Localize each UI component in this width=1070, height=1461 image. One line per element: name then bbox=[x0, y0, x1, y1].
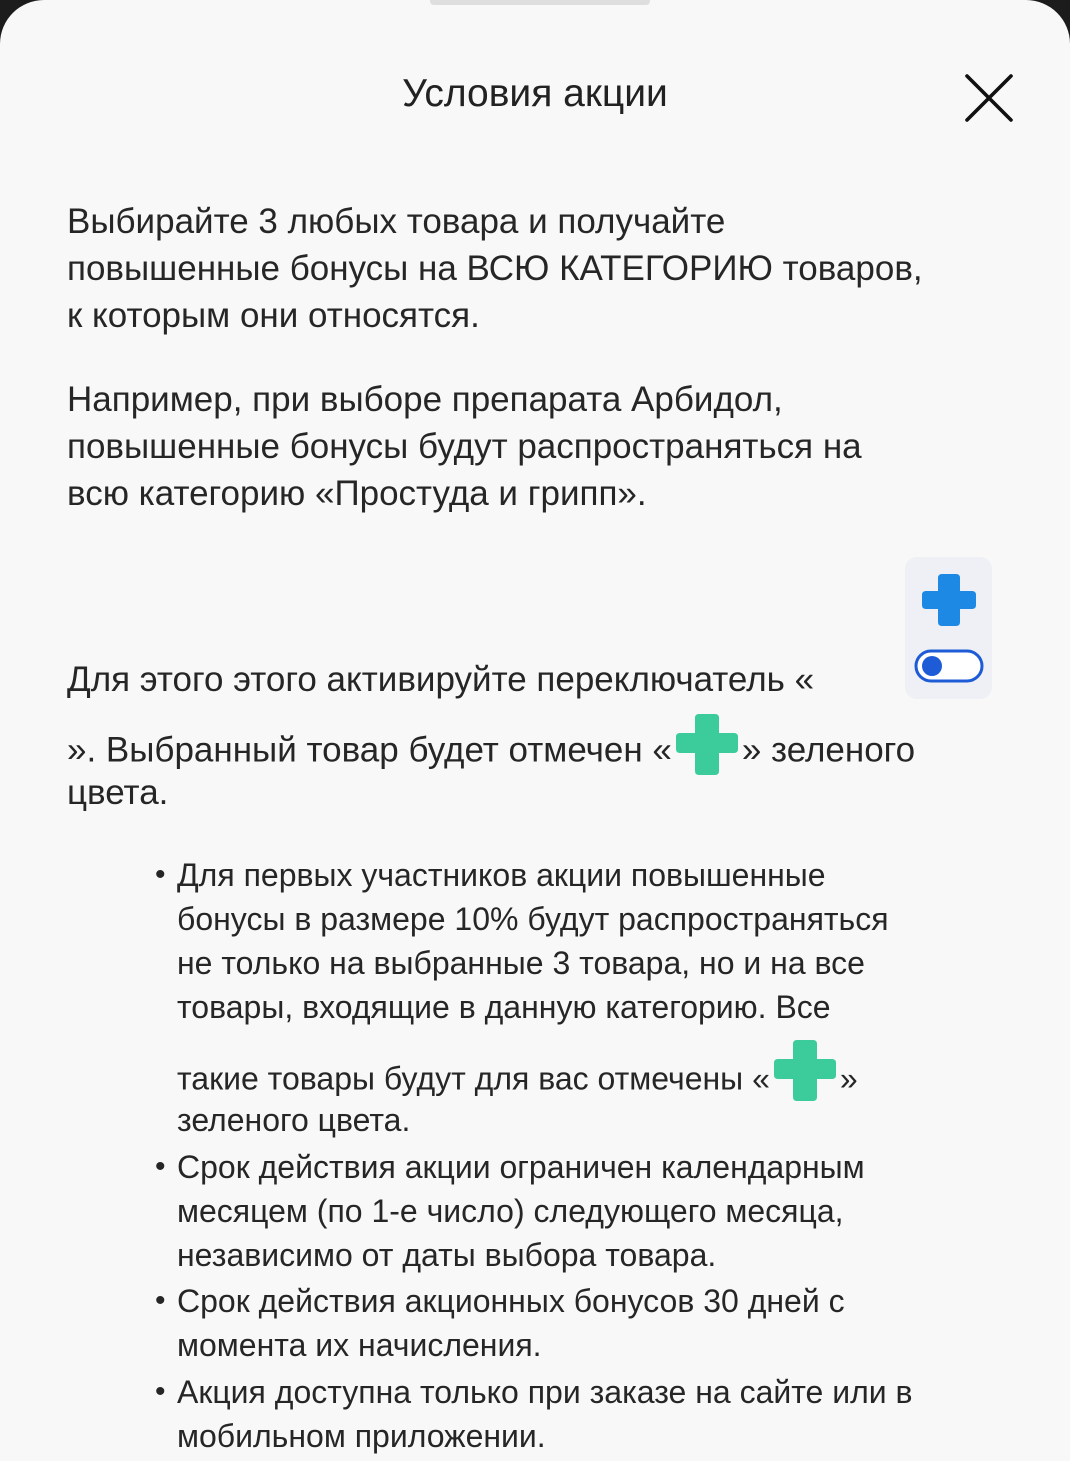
bullet-dot-3: • bbox=[155, 1284, 166, 1317]
bullet-4-line-1: Акция доступна только при заказе на сайте или в bbox=[177, 1374, 913, 1410]
example-line-2: повышенные бонусы будут распространяться на bbox=[67, 427, 862, 466]
activate-line-2a: ». Выбранный товар будет отмечен « bbox=[67, 730, 672, 770]
bullet-1-line-4: товары, входящие в данную категорию. Все bbox=[177, 989, 831, 1025]
bullet-2-line-2: месяцем (по 1-е число) следующего месяца, bbox=[177, 1193, 844, 1229]
toggle-card bbox=[905, 557, 992, 699]
activate-line-1: Для этого этого активируйте переключатель « bbox=[67, 660, 815, 699]
bullet-3-line-2: момента их начисления. bbox=[177, 1327, 542, 1363]
intro-line-3: к которым они относятся. bbox=[67, 296, 480, 335]
bullet-1-line-3: не только на выбранные 3 товара, но и на все bbox=[177, 945, 865, 981]
activate-line-3: цвета. bbox=[67, 773, 169, 812]
bullet-dot-2: • bbox=[155, 1150, 166, 1183]
toggle-icon[interactable] bbox=[914, 648, 984, 684]
intro-line-1: Выбирайте 3 любых товара и получайте bbox=[67, 202, 726, 241]
bullet-1-line-2: бонусы в размере 10% будут распространяться bbox=[177, 901, 889, 937]
blue-plus-icon bbox=[920, 571, 978, 629]
activate-line-2b: » зеленого bbox=[741, 730, 916, 770]
bullet-dot-1: • bbox=[155, 858, 166, 891]
sheet-grabber[interactable] bbox=[430, 0, 650, 5]
intro-line-2: повышенные бонусы на ВСЮ КАТЕГОРИЮ товаров, bbox=[67, 249, 923, 288]
bullet-dot-4: • bbox=[155, 1375, 166, 1408]
close-button[interactable] bbox=[963, 72, 1015, 124]
modal-title: Условия акции bbox=[402, 72, 668, 115]
bullet-1-line-5a: такие товары будут для вас отмечены « bbox=[177, 1060, 770, 1097]
bullet-3-line-1: Срок действия акционных бонусов 30 дней с bbox=[177, 1283, 845, 1319]
bullet-4-line-2: мобильном приложении. bbox=[177, 1418, 546, 1454]
bullet-1-line-6: зеленого цвета. bbox=[177, 1102, 411, 1138]
close-icon bbox=[963, 72, 1015, 124]
green-plus-icon bbox=[770, 1036, 840, 1106]
bullet-2-line-3: независимо от даты выбора товара. bbox=[177, 1237, 717, 1273]
example-line-1: Например, при выборе препарата Арбидол, bbox=[67, 380, 783, 419]
bullet-2-line-1: Срок действия акции ограничен календарным bbox=[177, 1149, 865, 1185]
bullet-1-line-1: Для первых участников акции повышенные bbox=[177, 857, 826, 893]
green-plus-icon bbox=[672, 710, 742, 780]
example-line-3: всю категорию «Простуда и грипп». bbox=[67, 474, 647, 513]
activate-line-2 bbox=[67, 724, 915, 780]
bullet-1-line-5b: » bbox=[839, 1060, 858, 1097]
